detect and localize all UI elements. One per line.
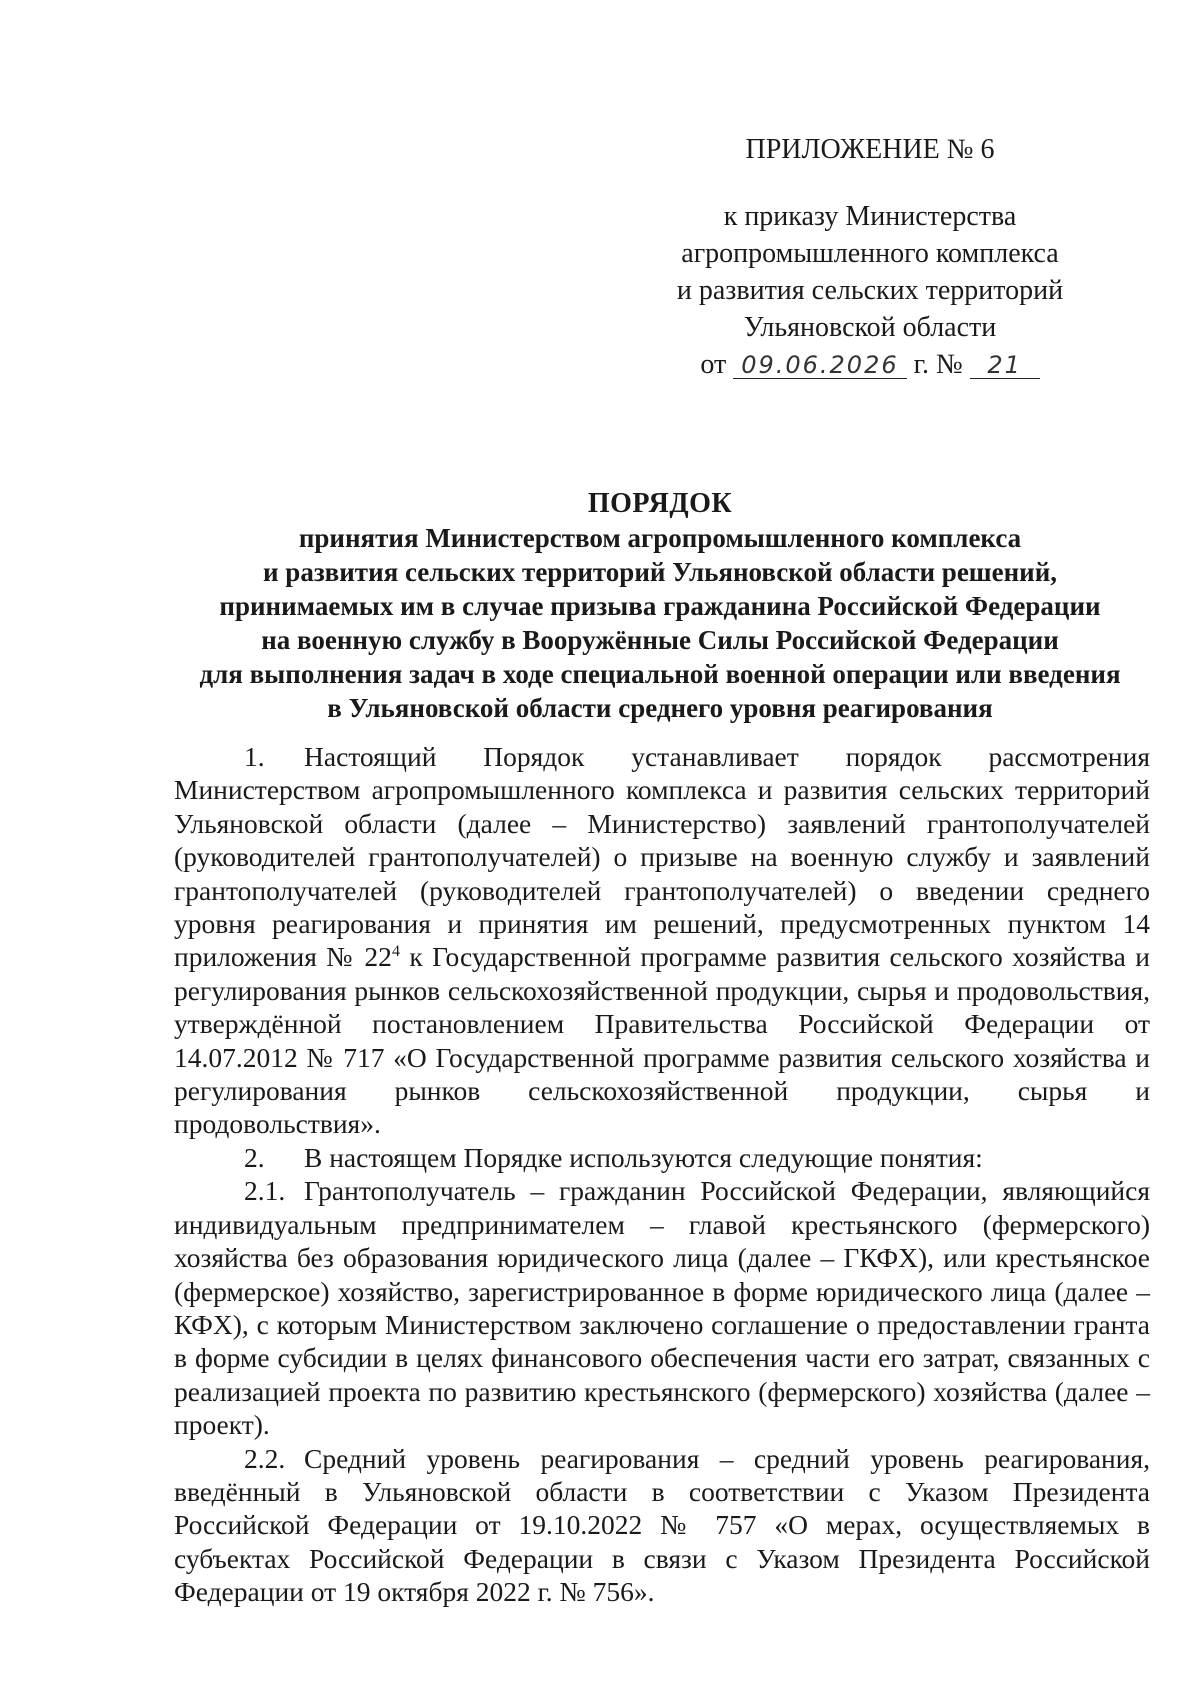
date-prefix: от: [700, 349, 727, 380]
paragraph-2-1: [174, 1174, 1150, 1441]
annex-line: к приказу Министерства: [723, 201, 1017, 232]
annex-title: ПРИЛОЖЕНИЕ № 6: [745, 134, 995, 165]
handwritten-number: 21: [970, 352, 1040, 379]
annex-block: [600, 132, 1140, 383]
paragraph-text: Грантополучатель – гражданин Российской Федерации, являющийся индивидуальным предпринимателем – главой крестьянского (фермерского) хозяйства без образования юридического лица (далее – ГКФХ), или крестьянское (фермерское) хозяйство, зарегистрированное в форме юридического лица (далее – КФХ), с которым Министерством заключено соглашение о предоставлении гранта в форме субсидии в целях финансового обеспечения части его затрат, связанных с реализацией проекта по развитию крестьянского (фермерского) хозяйства (далее – проект).: [174, 1175, 1150, 1441]
document-heading: [170, 487, 1150, 725]
paragraph-2: [174, 1141, 1150, 1174]
order-date-number-row: [600, 346, 1140, 383]
superscript: 4: [391, 943, 400, 961]
paragraph-2-2: [174, 1442, 1150, 1609]
paragraph-text: В настоящем Порядке используются следующие понятия:: [304, 1141, 983, 1173]
paragraph-1: [174, 740, 1150, 1141]
heading-line: принятия Министерством агропромышленного комплекса: [298, 523, 1022, 553]
paragraph-text: Настоящий Порядок устанавливает порядок рассмотрения Министерством агропромышленного комплекса и развития сельских территорий Ульяновской области (далее – Министерство) заявлений грантополучателей (руководителей грантополучателей) о призыве на военную службу и заявлений грантополучателей (руководителей грантополучателей) о введении среднего уровня реагирования и принятия им решений, предусмотренных пунктом 14 приложения № 22: [174, 741, 1150, 973]
paragraph-number: 2.: [244, 1141, 265, 1173]
paragraph-number: 1.: [244, 741, 265, 772]
heading-title: ПОРЯДОК: [587, 488, 733, 519]
annex-line: Ульяновской области: [743, 312, 997, 343]
heading-line: принимаемых им в случае призыва гражданина Российской Федерации: [219, 591, 1101, 621]
number-prefix: г. №: [913, 349, 963, 380]
paragraph-text: к Государственной программе развития сельского хозяйства и регулирования рынков сельскохозяйственной продукции, сырья и продовольствия, утверждённой постановлением Правительства Российской Федерации от 14.07.2012 № 717 «О Государственной программе развития сельского хозяйства и регулирования рынков сельскохозяйственной продукции, сырья и продовольствия».: [174, 941, 1150, 1140]
heading-line: на военную службу в Вооружённые Силы Российской Федерации: [261, 625, 1059, 655]
paragraph-text: Средний уровень реагирования – средний уровень реагирования, введённый в Ульяновской области в соответствии с Указом Президента Российской Федерации от 19.10.2022 № 757 «О мерах, осуществляемых в субъектах Российской Федерации в связи с Указом Президента Российской Федерации от 19 октября 2022 г. № 756».: [174, 1442, 1150, 1608]
document-body: [174, 740, 1150, 1609]
heading-line: в Ульяновской области среднего уровня реагирования: [327, 693, 993, 723]
annex-line: и развития сельских территорий: [676, 275, 1064, 306]
handwritten-date: 09.06.2026: [733, 352, 906, 379]
paragraph-number: 2.1.: [244, 1175, 286, 1207]
heading-line: и развития сельских территорий Ульяновской области решений,: [263, 557, 1057, 587]
paragraph-number: 2.2.: [244, 1442, 286, 1474]
annex-line: агропромышленного комплекса: [681, 238, 1059, 269]
heading-line: для выполнения задач в ходе специальной военной операции или введения: [199, 659, 1121, 689]
